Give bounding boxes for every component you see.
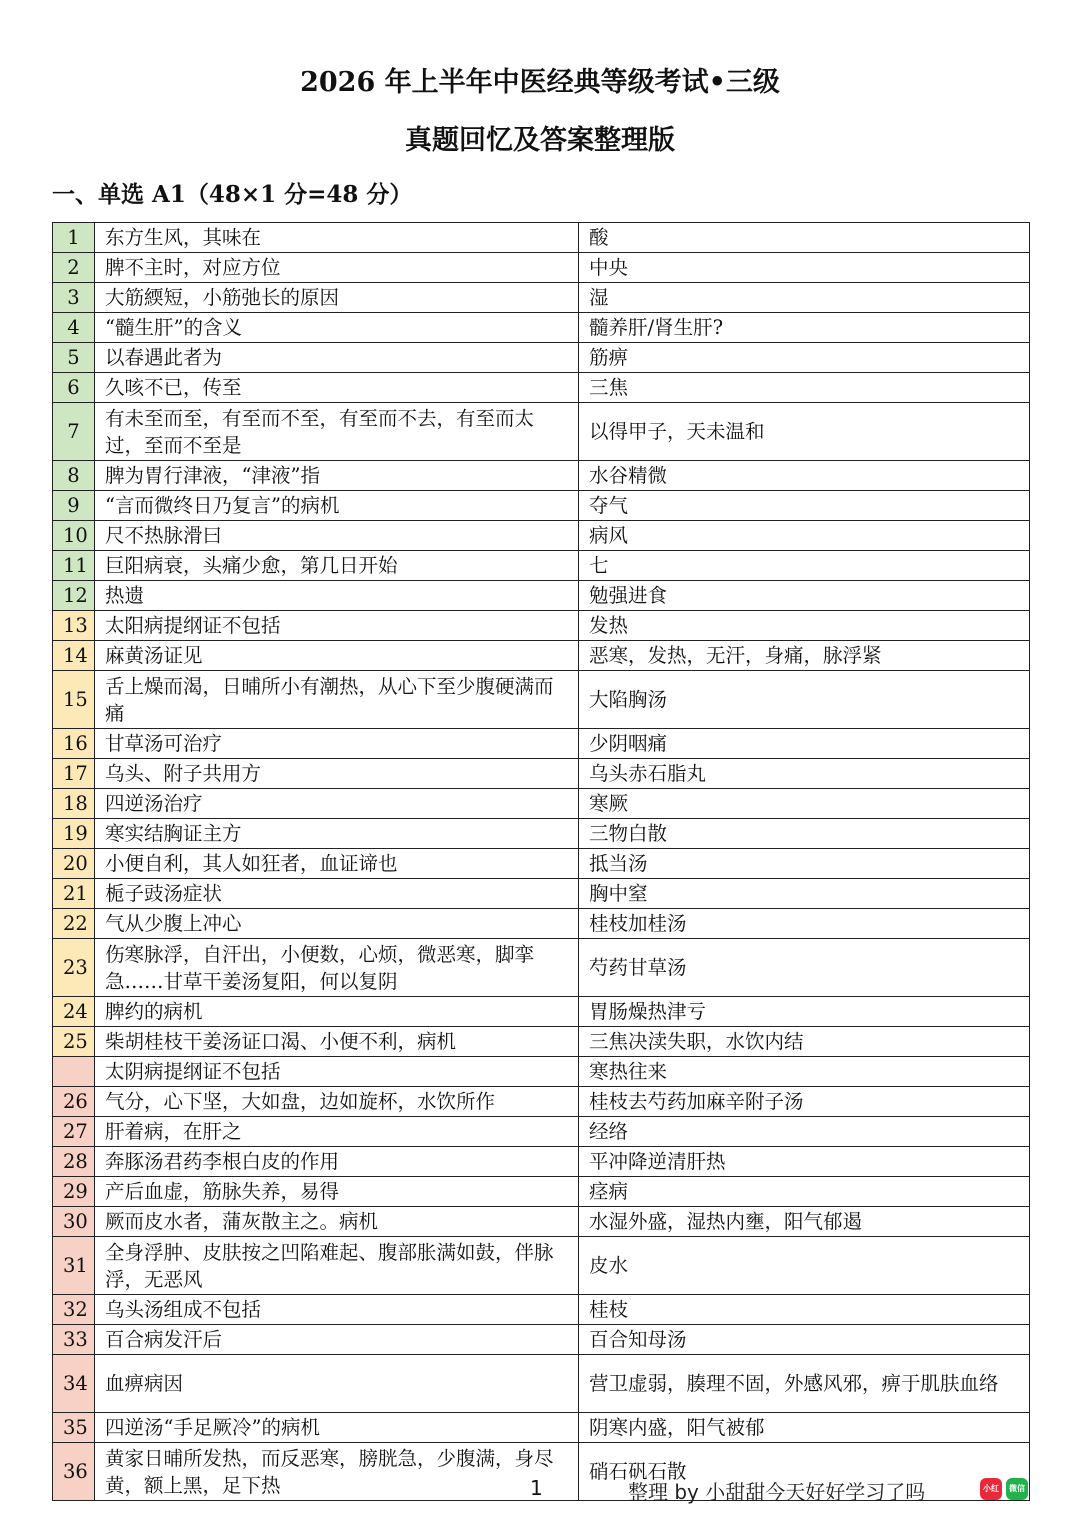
question-number: 9: [53, 491, 95, 521]
table-row: [53, 343, 1030, 373]
page-number: 1: [530, 1476, 543, 1500]
table-row: [53, 819, 1030, 849]
table-row: [53, 729, 1030, 759]
question-number: 25: [53, 1027, 95, 1057]
question-number: 24: [53, 997, 95, 1027]
question-number: 34: [53, 1355, 95, 1413]
table-row: [53, 581, 1030, 611]
question-number: 12: [53, 581, 95, 611]
table-row: [53, 1237, 1030, 1295]
table-row: [53, 939, 1030, 997]
question-number: 17: [53, 759, 95, 789]
question-text: 尺不热脉滑曰: [95, 521, 579, 551]
question-text: 大筋緛短，小筋弛长的原因: [95, 283, 579, 313]
table-row: [53, 1117, 1030, 1147]
question-number: 10: [53, 521, 95, 551]
answer-text: 乌头赤石脂丸: [579, 759, 1030, 789]
answer-text: 三焦决渎失职，水饮内结: [579, 1027, 1030, 1057]
question-number: 15: [53, 671, 95, 729]
question-number: 7: [53, 403, 95, 461]
question-text: 伤寒脉浮，自汗出，小便数，心烦，微恶寒，脚挛急……甘草干姜汤复阳，何以复阴: [95, 939, 579, 997]
answer-text: 营卫虚弱，腠理不固，外感风邪，痹于肌肤血络: [579, 1355, 1030, 1413]
question-text: 奔豚汤君药李根白皮的作用: [95, 1147, 579, 1177]
question-text: 肝着病，在肝之: [95, 1117, 579, 1147]
page-footer: [0, 1472, 1080, 1515]
answer-text: 百合知母汤: [579, 1325, 1030, 1355]
question-number: 32: [53, 1295, 95, 1325]
answer-text: 水谷精微: [579, 461, 1030, 491]
table-row: [53, 879, 1030, 909]
table-row: [53, 671, 1030, 729]
question-text: 黄家日晡所发热，而反恶寒，膀胱急，少腹满，身尽黄，额上黑，足下热: [95, 1443, 579, 1501]
question-number: 21: [53, 879, 95, 909]
question-text: 寒实结胸证主方: [95, 819, 579, 849]
question-text: 脾为胃行津液，“津液”指: [95, 461, 579, 491]
answer-text: 硝石矾石散: [579, 1443, 1030, 1501]
answer-text: 桂枝: [579, 1295, 1030, 1325]
question-text: 有未至而至，有至而不至，有至而不去，有至而太过，至而不至是: [95, 403, 579, 461]
question-number: 23: [53, 939, 95, 997]
question-number: 29: [53, 1177, 95, 1207]
question-text: 气从少腹上冲心: [95, 909, 579, 939]
question-number: 8: [53, 461, 95, 491]
table-row: [53, 1027, 1030, 1057]
question-number: 18: [53, 789, 95, 819]
question-text: 产后血虚，筋脉失养，易得: [95, 1177, 579, 1207]
table-row: [53, 551, 1030, 581]
answer-text: 少阴咽痛: [579, 729, 1030, 759]
table-row: [53, 611, 1030, 641]
question-text: “髓生肝”的含义: [95, 313, 579, 343]
answer-text: 桂枝加桂汤: [579, 909, 1030, 939]
table-row: [53, 461, 1030, 491]
question-text: 柴胡桂枝干姜汤证口渴、小便不利，病机: [95, 1027, 579, 1057]
question-text: 脾不主时，对应方位: [95, 253, 579, 283]
table-row: [53, 403, 1030, 461]
answer-text: 抵当汤: [579, 849, 1030, 879]
page-title: 2026 年上半年中医经典等级考试•三级: [300, 67, 780, 98]
question-number: 19: [53, 819, 95, 849]
wechat-logo-icon: 微信: [1006, 1478, 1028, 1500]
answer-text: 酸: [579, 223, 1030, 253]
answer-text: 皮水: [579, 1237, 1030, 1295]
table-row: [53, 759, 1030, 789]
question-number: 2: [53, 253, 95, 283]
credit-text: 整理 by 小甜甜今天好好学习了吗: [628, 1480, 926, 1504]
question-text: 脾约的病机: [95, 997, 579, 1027]
question-number: 22: [53, 909, 95, 939]
table-row: [53, 373, 1030, 403]
table-row: [53, 491, 1030, 521]
table-row: [53, 313, 1030, 343]
table-row: [53, 1057, 1030, 1087]
table-row: [53, 283, 1030, 313]
question-number: 4: [53, 313, 95, 343]
table-row: [53, 997, 1030, 1027]
answer-text: 水湿外盛，湿热内壅，阳气郁遏: [579, 1207, 1030, 1237]
answer-text: 勉强进食: [579, 581, 1030, 611]
table-row: [53, 641, 1030, 671]
answer-text: 湿: [579, 283, 1030, 313]
table-row: [53, 1087, 1030, 1117]
question-number: 35: [53, 1413, 95, 1443]
question-number: 16: [53, 729, 95, 759]
table-row: [53, 223, 1030, 253]
question-number: 1: [53, 223, 95, 253]
answer-text: 以得甲子，天未温和: [579, 403, 1030, 461]
table-row: [53, 1295, 1030, 1325]
question-text: 太阳病提纲证不包括: [95, 611, 579, 641]
question-text: 全身浮肿、皮肤按之凹陷难起、腹部胀满如鼓，伴脉浮，无恶风: [95, 1237, 579, 1295]
answer-text: 经络: [579, 1117, 1030, 1147]
question-number: 13: [53, 611, 95, 641]
answer-text: 病风: [579, 521, 1030, 551]
table-row: [53, 909, 1030, 939]
question-text: 舌上燥而渴，日晡所小有潮热，从心下至少腹硬满而痛: [95, 671, 579, 729]
question-number: 31: [53, 1237, 95, 1295]
table-row: [53, 849, 1030, 879]
xiaohongshu-logo-icon: 小红书: [980, 1478, 1002, 1500]
answer-text: 筋痹: [579, 343, 1030, 373]
question-text: 巨阳病衰，头痛少愈，第几日开始: [95, 551, 579, 581]
question-text: 栀子豉汤症状: [95, 879, 579, 909]
table-row: [53, 253, 1030, 283]
table-row: [53, 521, 1030, 551]
answer-text: 中央: [579, 253, 1030, 283]
question-number: 27: [53, 1117, 95, 1147]
question-text: 甘草汤可治疗: [95, 729, 579, 759]
question-text: 以春遇此者为: [95, 343, 579, 373]
page-subtitle: 真题回忆及答案整理版: [405, 125, 675, 156]
answer-text: 胃肠燥热津亏: [579, 997, 1030, 1027]
answer-text: 寒厥: [579, 789, 1030, 819]
question-number: 6: [53, 373, 95, 403]
question-text: 厥而皮水者，蒲灰散主之。病机: [95, 1207, 579, 1237]
question-text: 东方生风，其味在: [95, 223, 579, 253]
question-number: 33: [53, 1325, 95, 1355]
question-number: 5: [53, 343, 95, 373]
question-text: 热遗: [95, 581, 579, 611]
question-number: 30: [53, 1207, 95, 1237]
question-text: 太阴病提纲证不包括: [95, 1057, 579, 1087]
answer-text: 三物白散: [579, 819, 1030, 849]
question-answer-table: [52, 222, 1030, 1501]
table-row: [53, 1177, 1030, 1207]
answer-text: 大陷胸汤: [579, 671, 1030, 729]
question-number: 36: [53, 1443, 95, 1501]
answer-text: 髓养肝/肾生肝?: [579, 313, 1030, 343]
answer-text: 三焦: [579, 373, 1030, 403]
answer-text: 发热: [579, 611, 1030, 641]
question-text: 小便自利，其人如狂者，血证谛也: [95, 849, 579, 879]
question-text: 气分，心下坚，大如盘，边如旋杯，水饮所作: [95, 1087, 579, 1117]
question-text: 百合病发汗后: [95, 1325, 579, 1355]
question-text: “言而微终日乃复言”的病机: [95, 491, 579, 521]
question-text: 麻黄汤证见: [95, 641, 579, 671]
question-number: 28: [53, 1147, 95, 1177]
answer-text: 痉病: [579, 1177, 1030, 1207]
table-row: [53, 789, 1030, 819]
question-number: 26: [53, 1087, 95, 1117]
table-row: [53, 1413, 1030, 1443]
answer-text: 胸中窒: [579, 879, 1030, 909]
question-number: 20: [53, 849, 95, 879]
answer-text: 芍药甘草汤: [579, 939, 1030, 997]
answer-text: 桂枝去芍药加麻辛附子汤: [579, 1087, 1030, 1117]
answer-text: 七: [579, 551, 1030, 581]
answer-text: 寒热往来: [579, 1057, 1030, 1087]
question-number: 3: [53, 283, 95, 313]
question-text: 久咳不已，传至: [95, 373, 579, 403]
answer-text: 平冲降逆清肝热: [579, 1147, 1030, 1177]
answer-text: 夺气: [579, 491, 1030, 521]
answer-text: 恶寒，发热，无汗，身痛，脉浮紧: [579, 641, 1030, 671]
question-text: 乌头、附子共用方: [95, 759, 579, 789]
table-row: [53, 1355, 1030, 1413]
question-number: [53, 1057, 95, 1087]
table-row: [53, 1207, 1030, 1237]
question-number: 11: [53, 551, 95, 581]
table-row: [53, 1325, 1030, 1355]
question-text: 四逆汤治疗: [95, 789, 579, 819]
question-text: 四逆汤“手足厥冷”的病机: [95, 1413, 579, 1443]
question-text: 血痹病因: [95, 1355, 579, 1413]
question-text: 乌头汤组成不包括: [95, 1295, 579, 1325]
answer-text: 阴寒内盛，阳气被郁: [579, 1413, 1030, 1443]
table-row: [53, 1147, 1030, 1177]
question-number: 14: [53, 641, 95, 671]
section-heading: 一、单选 A1（48×1 分=48 分）: [52, 181, 413, 208]
